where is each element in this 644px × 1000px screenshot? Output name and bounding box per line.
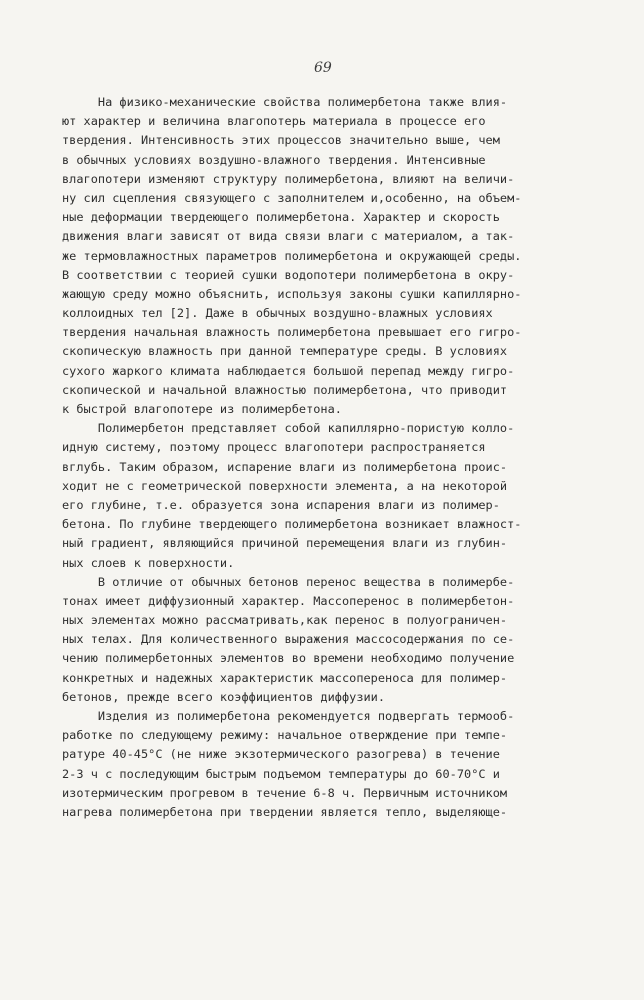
text-line: скопическую влажность при данной температуре среды. В условиях [62, 344, 508, 359]
text-line: ный градиент, являющийся причиной перемещения влаги из глубин- [62, 536, 508, 551]
text-line: нагрева полимербетона при твердении является тепло, выделяюще- [62, 804, 508, 819]
text-line: конкретных и надежных характеристик массопереноса для полимер- [62, 670, 508, 685]
text-line: твердения начальная влажность полимербетона превышает его гигро- [62, 325, 522, 340]
text-line: работке по следующему режиму: начальное отверждение при темпе- [62, 728, 508, 743]
text-line: ходит не с геометрической поверхности элемента, а на некоторой [62, 478, 508, 493]
text-line: 2-3 ч с последующим быстрым подъемом температуры до 60-70°С и [62, 766, 500, 781]
text-line: Изделия из полимербетона рекомендуется подвергать термооб- [62, 709, 515, 723]
text-line: чению полимербетонных элементов во времени необходимо получение [62, 651, 515, 666]
text-line: его глубине, т.е. образуется зона испарения влаги из полимер- [62, 497, 500, 512]
text-line: изотермическим прогревом в течение 6-8 ч. Первичным источником [62, 785, 508, 800]
text-line: ные деформации твердеющего полимербетона. Характер и скорость [62, 210, 500, 225]
text-line: движения влаги зависят от вида связи влаги с материалом, а так- [62, 229, 515, 244]
text-line: коллоидных тел [2]. Даже в обычных воздушно-влажных условиях [62, 306, 493, 321]
text-line: ных телах. Для количественного выражения массосодержания по се- [62, 632, 515, 647]
text-line: в обычных условиях воздушно-влажного твердения. Интенсивные [62, 152, 486, 167]
text-line: ну сил сцепления связующего с заполнителем и,особенно, на объем- [62, 190, 522, 205]
text-line: ратуре 40-45°С (не ниже экзотермического разогрева) в течение [62, 747, 500, 762]
text-line: ных слоев к поверхности. [62, 555, 235, 570]
text-line: бетона. По глубине твердеющего полимербетона возникает влажност- [62, 517, 522, 532]
text-line: ют характер и величина влагопотерь материала в процессе его [62, 114, 486, 129]
text-line: к быстрой влагопотере из полимербетона. [62, 402, 342, 416]
text-line: вглубь. Таким образом, испарение влаги из полимербетона проис- [62, 459, 508, 474]
text-line: скопической и начальной влажностью полимербетона, что приводит [62, 382, 508, 397]
text-line: жающую среду можно объяснить, используя законы сушки капиллярно- [62, 286, 522, 301]
text-line: влагопотери изменяют структуру полимербетона, влияют на величи- [62, 171, 515, 186]
text-line: идную систему, поэтому процесс влагопотери распространяется [62, 440, 486, 455]
text-line: же термовлажностных параметров полимербетона и окружающей среды. [62, 248, 522, 263]
text-line: В соответствии с теорией сушки водопотери полимербетона в окру- [62, 267, 515, 282]
text-line: Полимербетон представляет собой капиллярно-пористую колло- [62, 421, 515, 436]
body-text [62, 93, 592, 822]
text-line: ных элементах можно рассматривать,как перенос в полуограничен- [62, 613, 508, 628]
text-line: твердения. Интенсивность этих процессов значительно выше, чем [62, 133, 500, 148]
text-line: На физико-механические свойства полимербетона также влия- [62, 95, 508, 109]
text-line: сухого жаркого климата наблюдается большой перепад между гигро- [62, 363, 515, 378]
text-line: В отличие от обычных бетонов перенос вещества в полимербе- [62, 574, 515, 589]
page-number: 69 [314, 60, 332, 76]
text-line: бетонов, прежде всего коэффициентов диффузии. [62, 689, 386, 704]
text-line: тонах имеет диффузионный характер. Массоперенос в полимербетон- [62, 593, 515, 608]
